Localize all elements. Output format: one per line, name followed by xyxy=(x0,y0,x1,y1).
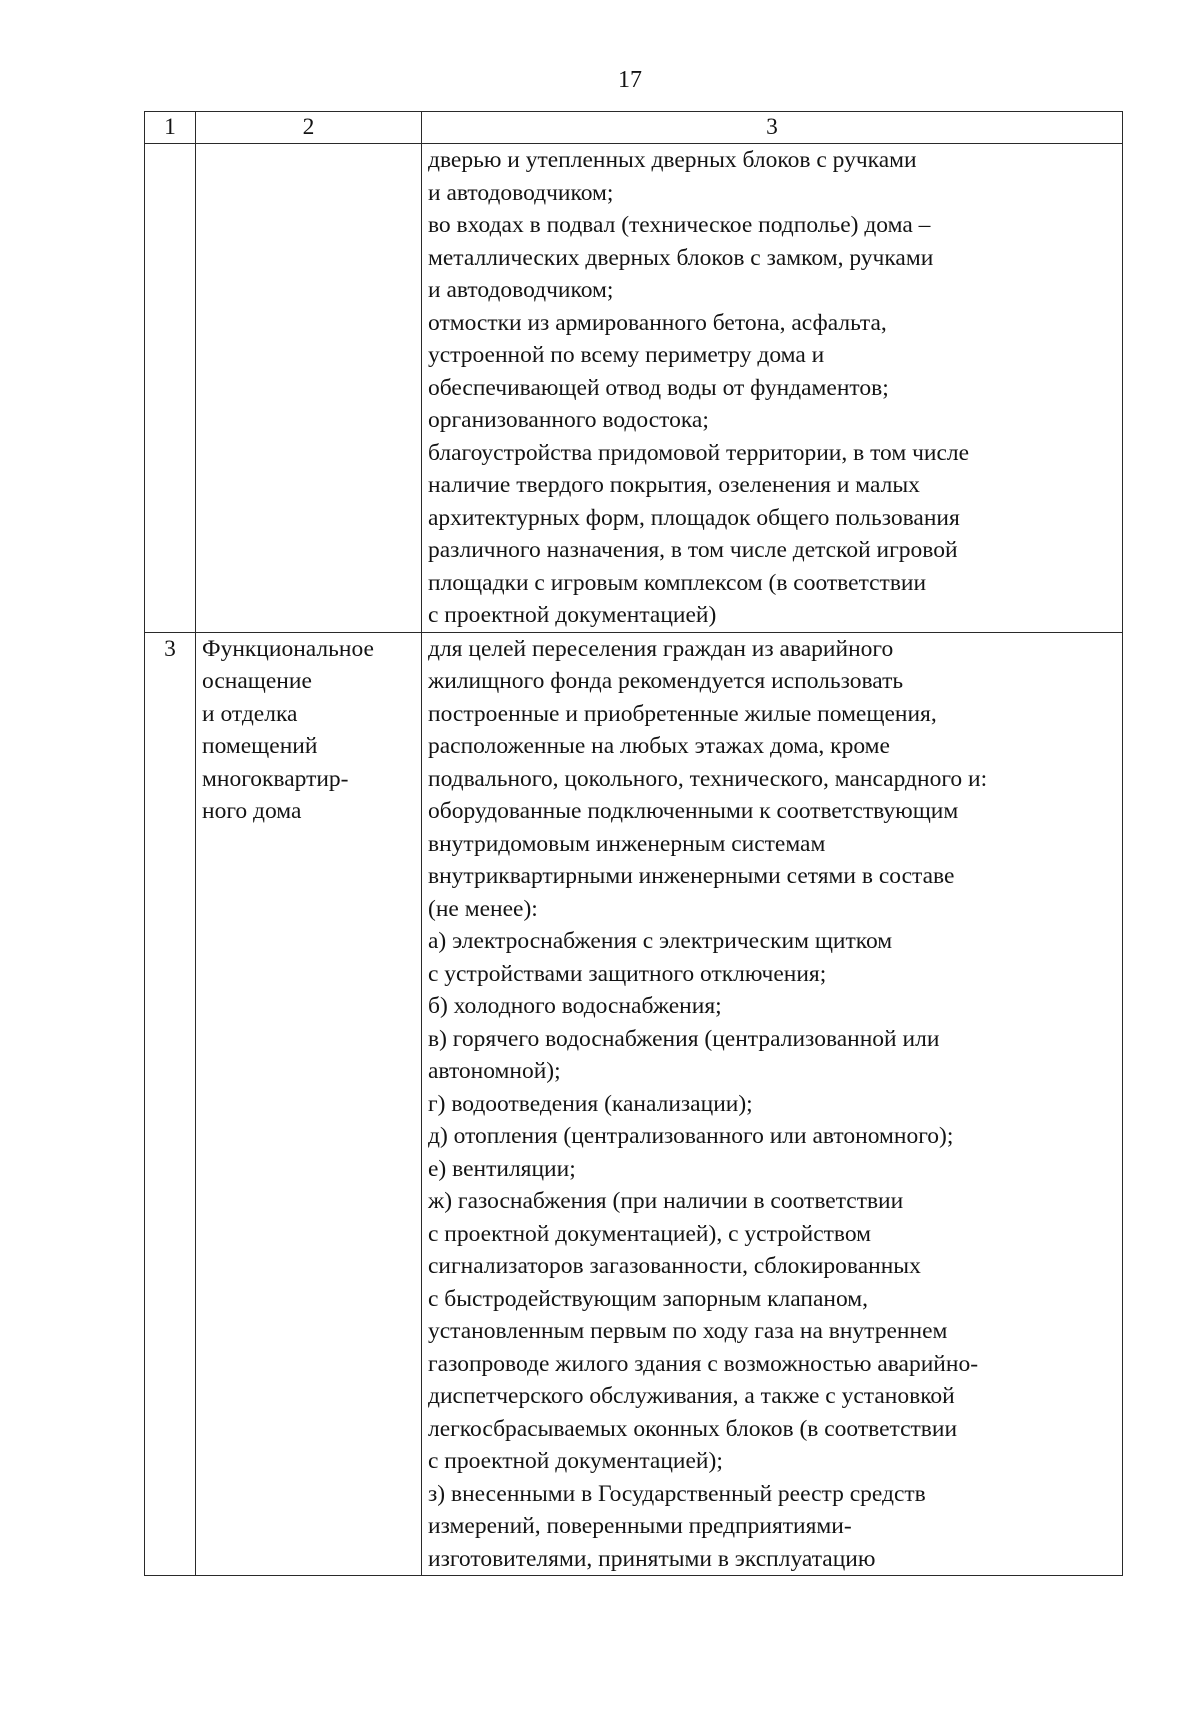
content-line: внутриквартирными инженерными сетями в составе xyxy=(428,863,955,889)
content-line: е) вентиляции; xyxy=(428,1155,576,1182)
name-line: Функциональное xyxy=(202,635,374,662)
content-line: расположенные на любых этажах дома, кроме xyxy=(428,733,890,759)
table-row-3 xyxy=(145,632,1123,1576)
content-line: с проектной документацией), с устройством xyxy=(428,1220,872,1247)
column-header-1: 1 xyxy=(145,112,196,144)
content-line: во входах в подвал (техническое подполье) дома – xyxy=(428,212,931,238)
content-line: металлических дверных блоков с замком, ручками xyxy=(428,244,934,271)
content-line: и автодоводчиком; xyxy=(428,277,614,303)
content-line: в) горячего водоснабжения (централизованной или xyxy=(428,1025,940,1052)
content-line: организованного водостока; xyxy=(428,407,709,433)
content-line: автономной); xyxy=(428,1058,561,1084)
content-line: оборудованные подключенными к соответствующим xyxy=(428,798,959,824)
name-line: помещений xyxy=(202,733,318,759)
content-line: д) отопления (централизованного или автономного); xyxy=(428,1123,954,1149)
content-line: с проектной документацией) xyxy=(428,602,717,628)
content-line: (не менее): xyxy=(428,895,538,922)
content-line: б) холодного водоснабжения; xyxy=(428,993,722,1019)
content-line: наличие твердого покрытия, озеленения и малых xyxy=(428,472,920,498)
content-line: различного назначения, в том числе детской игровой xyxy=(428,537,958,563)
row-number-cell xyxy=(145,144,196,633)
content-line: и автодоводчиком; xyxy=(428,179,614,206)
content-line: благоустройства придомовой территории, в том числе xyxy=(428,439,970,466)
content-line: архитектурных форм, площадок общего пользования xyxy=(428,504,960,531)
content-line: а) электроснабжения с электрическим щитком xyxy=(428,928,893,954)
column-header-2: 2 xyxy=(196,112,422,144)
name-line: ного дома xyxy=(202,798,302,824)
content-line: газопроводе жилого здания с возможностью аварийно- xyxy=(428,1350,979,1377)
content-line: измерений, поверенными предприятиями- xyxy=(428,1513,852,1539)
content-line: з) внесенными в Государственный реестр средств xyxy=(428,1480,926,1507)
row-name-cell xyxy=(196,144,422,633)
table-header-row xyxy=(145,112,1123,144)
content-line: обеспечивающей отвод воды от фундаментов; xyxy=(428,374,889,401)
content-line: внутридомовым инженерным системам xyxy=(428,830,826,857)
column-header-3: 3 xyxy=(422,112,1123,144)
content-line: диспетчерского обслуживания, а также с установкой xyxy=(428,1383,955,1409)
content-line: с устройствами защитного отключения; xyxy=(428,960,827,987)
requirements-table xyxy=(144,111,1123,1576)
content-line: установленным первым по ходу газа на внутреннем xyxy=(428,1318,948,1344)
content-line: ж) газоснабжения (при наличии в соответствии xyxy=(428,1188,904,1214)
row-content-cell xyxy=(422,632,1123,1576)
content-line: изготовителями, принятыми в эксплуатацию xyxy=(428,1545,876,1572)
name-line: многоквартир- xyxy=(202,765,349,792)
table-row-continuation xyxy=(145,144,1123,633)
content-line: сигнализаторов загазованности, сблокированных xyxy=(428,1253,921,1279)
content-line: площадки с игровым комплексом (в соответствии xyxy=(428,569,927,596)
row-name-cell xyxy=(196,632,422,1576)
content-line: с быстродействующим запорным клапаном, xyxy=(428,1285,869,1312)
content-line: для целей переселения граждан из аварийного xyxy=(428,635,894,662)
content-line: устроенной по всему периметру дома и xyxy=(428,342,825,368)
content-line: подвального, цокольного, технического, мансардного и: xyxy=(428,765,988,792)
content-line: построенные и приобретенные жилые помещения, xyxy=(428,700,937,727)
row-number-cell: 3 xyxy=(145,632,196,1576)
page-number: 17 xyxy=(618,67,642,93)
content-line: отмостки из армированного бетона, асфальта, xyxy=(428,309,887,336)
content-line: жилищного фонда рекомендуется использовать xyxy=(428,668,904,694)
content-line: легкосбрасываемых оконных блоков (в соответствии xyxy=(428,1415,958,1442)
content-line: г) водоотведения (канализации); xyxy=(428,1090,753,1117)
name-line: оснащение xyxy=(202,668,312,694)
name-line: и отделка xyxy=(202,700,298,727)
content-line: дверью и утепленных дверных блоков с ручками xyxy=(428,147,917,173)
content-line: с проектной документацией); xyxy=(428,1448,723,1474)
row-content-cell xyxy=(422,144,1123,633)
